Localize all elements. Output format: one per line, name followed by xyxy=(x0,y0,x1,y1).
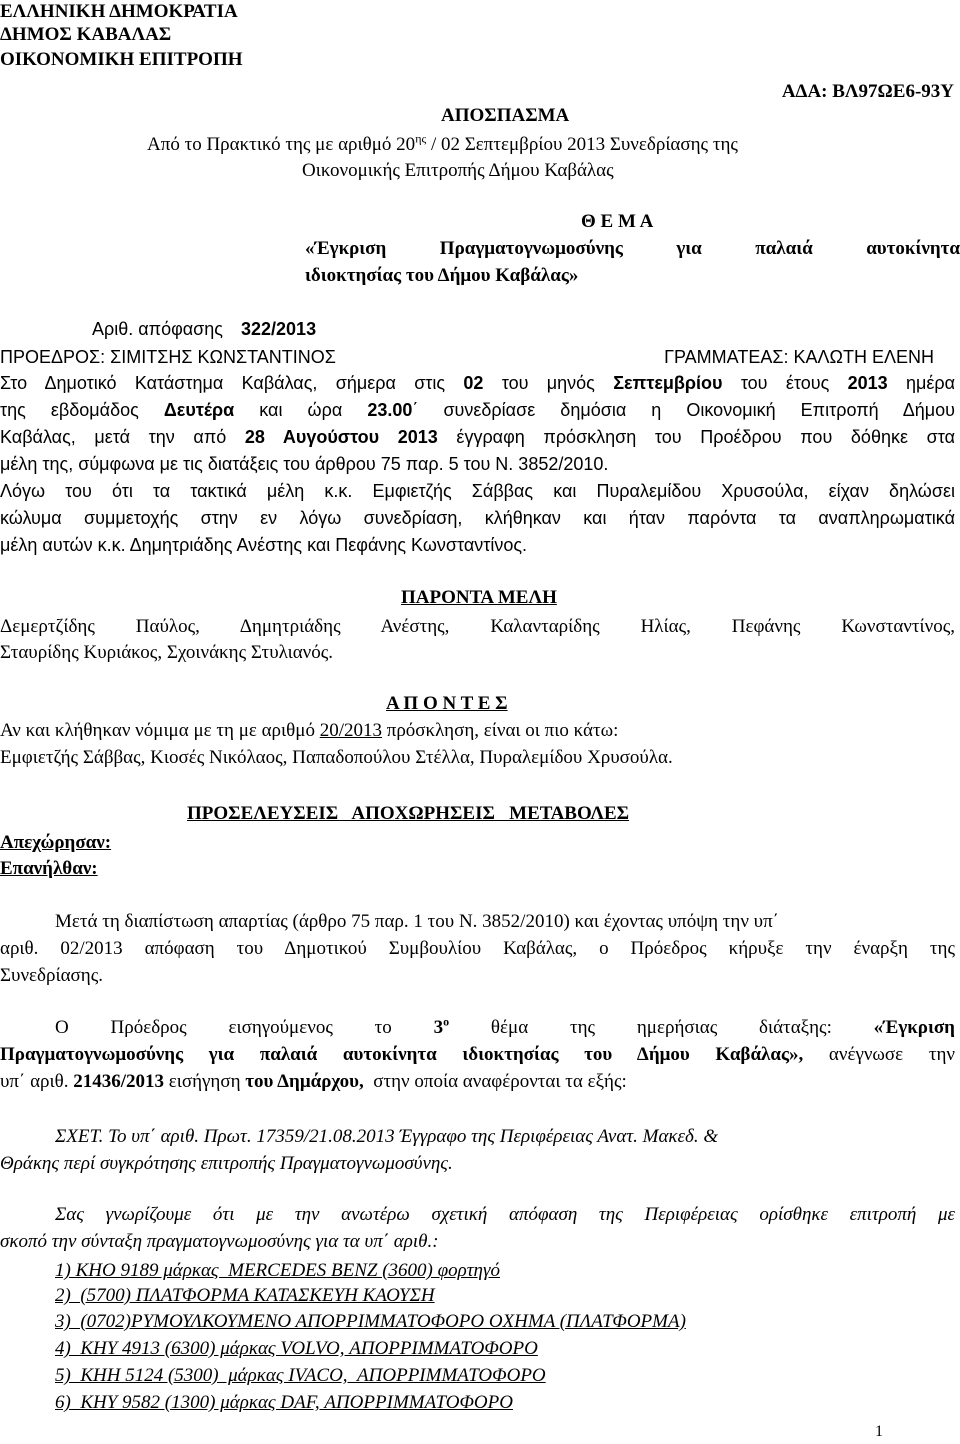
intro-line-2: της εβδομάδος Δευτέρα και ώρα 23.00΄ συνεδρίασε δημόσια η Οικονομική Επιτροπή Δήμου xyxy=(0,400,955,420)
quorum-line-2: αριθ. 02/2013 απόφαση του Δημοτικού Συμβουλίου Καβάλας, ο Πρόεδρος κήρυξε την έναρξη της xyxy=(0,938,955,959)
proposal-line-3: υπ΄ αριθ. 21436/2013 εισήγηση του Δημάρχου, στην οποία αναφέρονται τα εξής: xyxy=(0,1071,627,1092)
absent-members-line-2: Εμφιετζής Σάββας, Κιοσές Νικόλαος, Παπαδοπούλου Στέλλα, Πυραλεμίδου Χρυσούλα. xyxy=(0,747,673,768)
absent-members-line-1: Αν και κλήθηκαν νόμιμα με τη με αριθμό 20/2013 πρόσκληση, είναι οι πιο κάτω: xyxy=(0,720,619,741)
thema-line-1: «Έγκριση Πραγματογνωμοσύνης για παλαιά αυτοκίνητα xyxy=(305,238,960,259)
vehicle-item: 1) ΚΗΟ 9189 μάρκας MERCEDES BENZ (3600) φορτηγό xyxy=(55,1260,500,1281)
ada-code: ΑΔΑ: ΒΛ97ΩΕ6-93Υ xyxy=(781,81,954,102)
minutes-line-1: Από το Πρακτικό της με αριθμό $20^{\eta\varsigma} / 02$ Σεπτεμβρίου 2013 Συνεδρίασης της xyxy=(147,131,738,155)
thema-label: Θ Ε Μ Α xyxy=(581,211,654,232)
inform-line-2: σκοπό την σύνταξη πραγματογνωμοσύνης για τα υπ΄ αριθ.: xyxy=(0,1231,439,1252)
vehicle-item: 6) ΚΗΥ 9582 (1300) μάρκας DAF, ΑΠΟΡΡΙΜΜΑΤΟΦΟΡΟ xyxy=(55,1392,513,1413)
vehicle-item: 4) ΚΗΥ 4913 (6300) μάρκας VOLVO, ΑΠΟΡΡΙΜΜΑΤΟΦΟΡΟ xyxy=(55,1338,538,1359)
secretary: ΓΡΑΜΜΑΤΕΑΣ: ΚΑΛΩΤΗ ΕΛΕΝΗ xyxy=(664,347,934,367)
present-members-line-2: Σταυρίδης Κυριάκος, Σχοινάκης Στυλιανός. xyxy=(0,642,334,663)
present-members-line-1: Δεμερτζίδης Παύλος, Δημητριάδης Ανέστης, Καλανταρίδης Ηλίας, Πεφάνης Κωνσταντίνος, xyxy=(0,616,955,637)
header-municipality: ΔΗΜΟΣ ΚΑΒΑΛΑΣ xyxy=(0,24,172,45)
vehicle-item: 2) (5700) ΠΛΑΤΦΟΡΜΑ ΚΑΤΑΣΚΕΥΗ ΚΑΟΥΣΗ xyxy=(55,1285,435,1306)
page-number: 1 xyxy=(875,1423,883,1440)
header-country: ΕΛΛΗΝΙΚΗ ΔΗΜΟΚΡΑΤΙΑ xyxy=(0,1,238,22)
reference-line-1: ΣΧΕΤ. Το υπ΄ αριθ. Πρωτ. 17359/21.08.2013 Έγγραφο της Περιφέρειας Ανατ. Μακεδ. & xyxy=(55,1126,719,1147)
vehicle-item: 3) (0702)ΡΥΜΟΥΛΚΟΥΜΕΝΟ ΑΠΟΡΡΙΜΜΑΤΟΦΟΡΟ ΟΧΗΜΑ (ΠΛΑΤΦΟΡΜΑ) xyxy=(55,1311,686,1332)
intro-line-1: Στο Δημοτικό Κατάστημα Καβάλας, σήμερα στις 02 του μηνός Σεπτεμβρίου του έτους 2013 ημέρα xyxy=(0,373,956,393)
quorum-line-1: Μετά τη διαπίστωση απαρτίας (άρθρο 75 παρ. 1 του Ν. 3852/2010) και έχοντας υπόψη την υπ΄ xyxy=(55,911,780,932)
thema-line-2: ιδιοκτησίας του Δήμου Καβάλας» xyxy=(305,265,579,286)
inform-line-1: Σας γνωρίζουμε ότι με την ανωτέρω σχετική απόφαση της Περιφέρειας ορίσθηκε επιτροπή με xyxy=(55,1204,955,1225)
intro-line-5: Λόγω του ότι τα τακτικά μέλη κ.κ. Εμφιετζής Σάββας και Πυραλεμίδου Χρυσούλα, είχαν δηλώσει xyxy=(0,481,955,501)
intro-line-4: μέλη της, σύμφωνα με τις διατάξεις του άρθρου 75 παρ. 5 του Ν. 3852/2010. xyxy=(0,454,609,474)
intro-line-6: κώλυμα συμμετοχής στην εν λόγω συνεδρίαση, κλήθηκαν και ήταν παρόντα τα αναπληρωματικά xyxy=(0,508,955,528)
header-committee: ΟΙΚΟΝΟΜΙΚΗ ΕΠΙΤΡΟΠΗ xyxy=(0,49,243,70)
decision-number: 322/2013 xyxy=(241,319,317,339)
proposal-line-2: Πραγματογνωμοσύνης για παλαιά αυτοκίνητα ιδιοκτησίας του Δήμου Καβάλας», ανέγνωσε την xyxy=(0,1044,955,1065)
departed-label: Απεχώρησαν: xyxy=(0,832,112,853)
returned-label: Επανήλθαν: xyxy=(0,858,98,879)
proposal-line-1: Ο Πρόεδρος εισηγούμενος το $3^o$ θέμα της ημερήσιας διάταξης: «Έγκριση xyxy=(55,1014,955,1038)
intro-line-7: μέλη αυτών κ.κ. Δημητριάδης Ανέστης και Πεφάνης Κωνσταντίνος. xyxy=(0,535,528,555)
changes-heading: ΠΡΟΣΕΛΕΥΣΕΙΣ ΑΠΟΧΩΡΗΣΕΙΣ ΜΕΤΑΒΟΛΕΣ xyxy=(187,803,630,824)
apospasma-title: ΑΠΟΣΠΑΣΜΑ xyxy=(441,105,570,126)
intro-line-3: Καβάλας, μετά την από 28 Αυγούστου 2013 έγγραφη πρόσκληση του Προέδρου που δόθηκε στα xyxy=(0,427,955,447)
quorum-line-3: Συνεδρίασης. xyxy=(0,965,103,986)
reference-line-2: Θράκης περί συγκρότησης επιτροπής Πραγματογνωμοσύνης. xyxy=(0,1153,453,1174)
absent-members-heading: Α Π Ο Ν Τ Ε Σ xyxy=(386,693,508,714)
minutes-line-2: Οικονομικής Επιτροπής Δήμου Καβάλας xyxy=(302,160,614,181)
vehicle-item: 5) ΚΗΗ 5124 (5300) μάρκας IVACO, ΑΠΟΡΡΙΜΜΑΤΟΦΟΡΟ xyxy=(55,1365,546,1386)
decision-number-label: Αριθ. απόφασης xyxy=(92,319,223,339)
president: ΠΡΟΕΔΡΟΣ: ΣΙΜΙΤΣΗΣ ΚΩΝΣΤΑΝΤΙΝΟΣ xyxy=(0,347,336,367)
present-members-heading: ΠΑΡΟΝΤΑ ΜΕΛΗ xyxy=(401,587,557,608)
